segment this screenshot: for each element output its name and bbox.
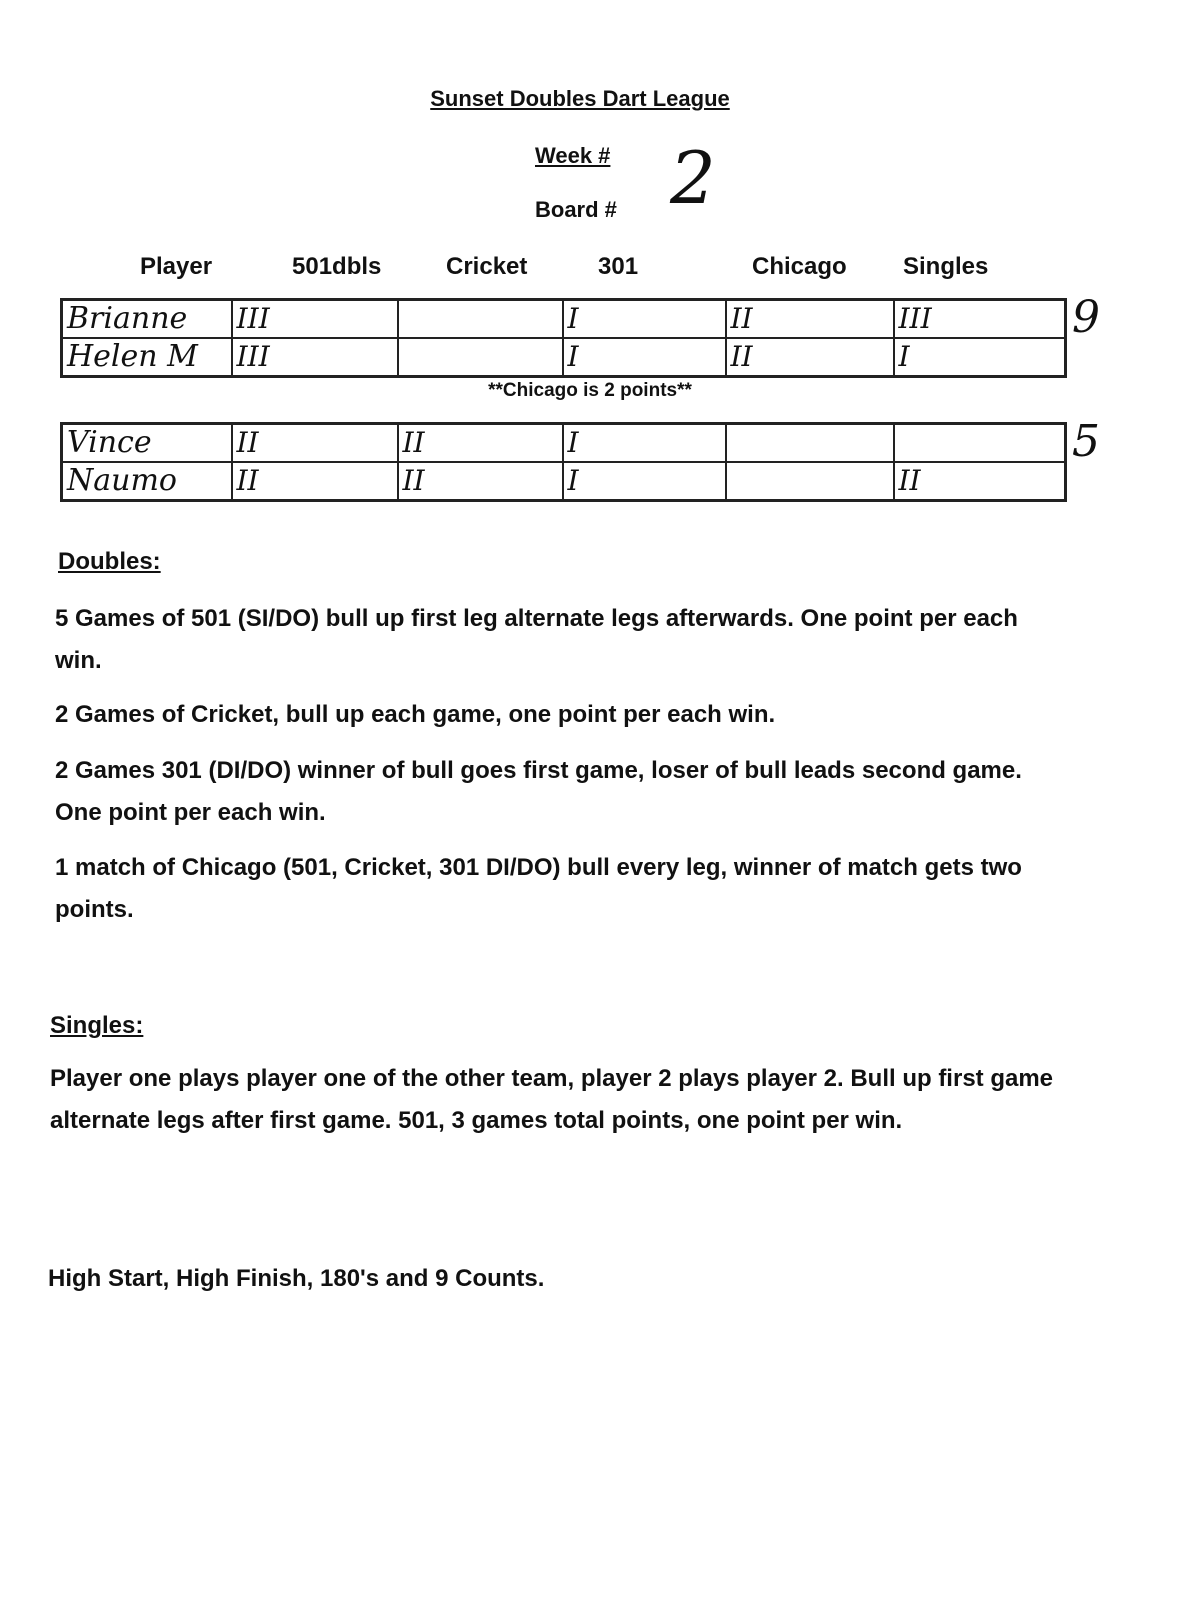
doubles-rule-chicago: 1 match of Chicago (501, Cricket, 301 DI/DO) bull every leg, winner of match gets two points. <box>55 854 1022 923</box>
tally-cricket: II <box>398 462 563 501</box>
team1-score-table <box>60 298 1067 378</box>
column-header-501dbls: 501dbls <box>292 253 382 280</box>
tally-501dbls: III <box>232 300 398 339</box>
player-name: Helen M <box>62 338 232 377</box>
team2-total: 5 <box>1072 416 1100 467</box>
tally-301: I <box>563 338 726 377</box>
tally-singles: II <box>894 462 1066 501</box>
tally-301: I <box>563 462 726 501</box>
tally-cricket <box>398 300 563 339</box>
tally-chicago <box>726 424 894 463</box>
document-title: Sunset Doubles Dart League <box>430 86 730 111</box>
chicago-points-note: **Chicago is 2 points** <box>488 380 692 401</box>
tally-singles: III <box>894 300 1066 339</box>
column-header-singles: Singles <box>903 253 989 280</box>
tally-cricket <box>398 338 563 377</box>
column-header-chicago: Chicago <box>752 253 847 280</box>
week-value: 2 <box>670 136 716 220</box>
doubles-rule-501: 5 Games of 501 (SI/DO) bull up first leg alternate legs afterwards. One point per each win. <box>55 605 1018 674</box>
player-name: Naumo <box>62 462 232 501</box>
team2-score-table <box>60 422 1067 502</box>
tally-301: I <box>563 300 726 339</box>
week-label: Week # <box>535 143 611 168</box>
tally-chicago: II <box>726 338 894 377</box>
tally-501dbls: II <box>232 462 398 501</box>
tally-chicago <box>726 462 894 501</box>
tally-301: I <box>563 424 726 463</box>
doubles-rule-301: 2 Games 301 (DI/DO) winner of bull goes first game, loser of bull leads second game. One point per each win. <box>55 757 1022 826</box>
tally-singles <box>894 424 1066 463</box>
column-header-301: 301 <box>598 253 639 280</box>
tally-singles: I <box>894 338 1066 377</box>
tally-501dbls: II <box>232 424 398 463</box>
table-row <box>62 338 1066 377</box>
doubles-rule-cricket: 2 Games of Cricket, bull up each game, one point per each win. <box>55 701 776 728</box>
table-row <box>62 462 1066 501</box>
singles-rule: Player one plays player one of the other team, player 2 plays player 2. Bull up first game alternate legs after first game. 501, 3 games total points, one point per win. <box>50 1065 1054 1134</box>
tally-cricket: II <box>398 424 563 463</box>
high-counts-note: High Start, High Finish, 180's and 9 Counts. <box>48 1265 545 1292</box>
table-row <box>62 300 1066 339</box>
column-header-cricket: Cricket <box>446 253 528 280</box>
doubles-heading: Doubles: <box>58 548 161 575</box>
tally-501dbls: III <box>232 338 398 377</box>
team1-total: 9 <box>1072 292 1100 343</box>
player-name: Vince <box>62 424 232 463</box>
singles-heading: Singles: <box>50 1012 144 1039</box>
table-row <box>62 424 1066 463</box>
board-label: Board # <box>535 197 617 222</box>
column-header-player: Player <box>140 253 213 280</box>
tally-chicago: II <box>726 300 894 339</box>
player-name: Brianne <box>62 300 232 339</box>
